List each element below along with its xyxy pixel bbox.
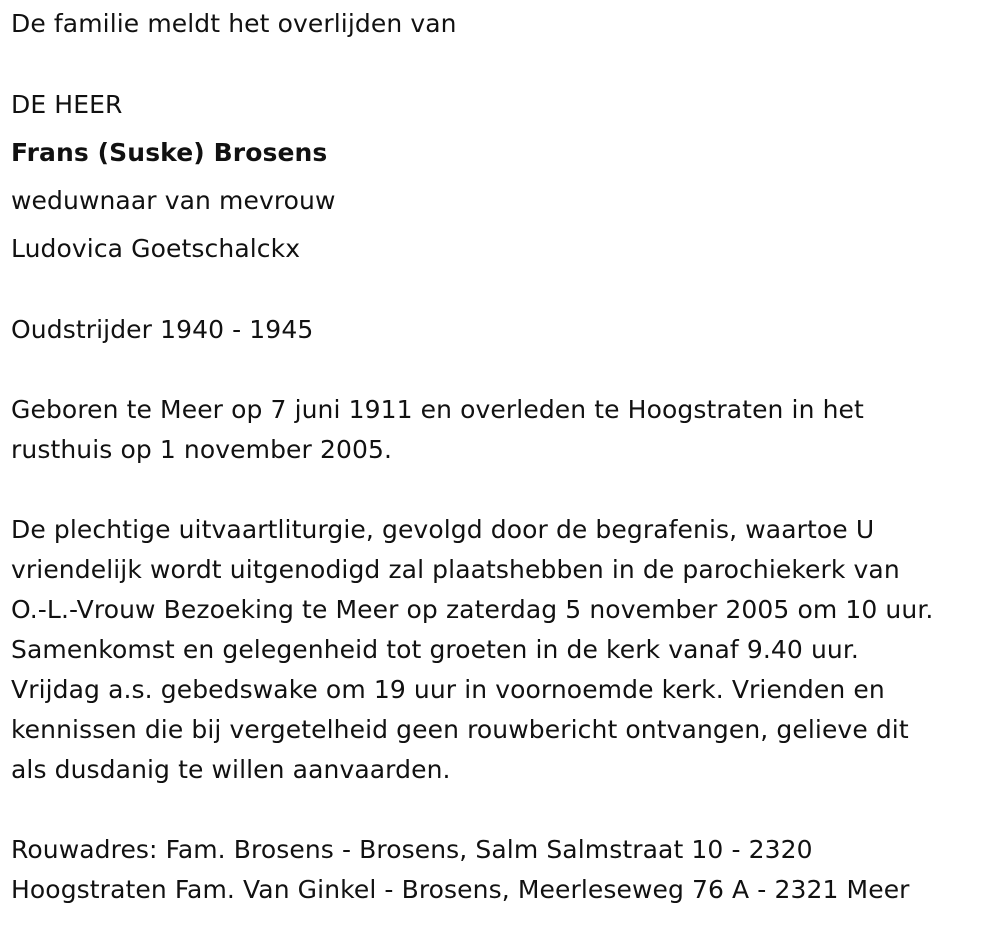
honorific-title: DE HEER <box>11 90 123 119</box>
deceased-name: Frans (Suske) Brosens <box>11 138 328 167</box>
paragraph-line: Hoogstraten Fam. Van Ginkel - Brosens, Meerleseweg 76 A - 2321 Meer <box>11 875 910 904</box>
paragraph-line: rusthuis op 1 november 2005. <box>11 435 393 464</box>
address-paragraph <box>11 830 910 910</box>
funeral-paragraph <box>11 510 933 790</box>
paragraph-line: Vrijdag a.s. gebedswake om 19 uur in voornoemde kerk. Vrienden en <box>11 675 885 704</box>
veteran-line: Oudstrijder 1940 - 1945 <box>11 315 314 344</box>
intro-text: De familie meldt het overlijden van <box>11 9 457 38</box>
spouse-name: Ludovica Goetschalckx <box>11 234 301 263</box>
paragraph-line: Geboren te Meer op 7 juni 1911 en overleden te Hoogstraten in het <box>11 395 864 424</box>
paragraph-line: vriendelijk wordt uitgenodigd zal plaatshebben in de parochiekerk van <box>11 555 900 584</box>
birth-death-paragraph <box>11 390 864 470</box>
widower-line: weduwnaar van mevrouw <box>11 186 336 215</box>
paragraph-line: kennissen die bij vergetelheid geen rouwbericht ontvangen, gelieve dit <box>11 715 909 744</box>
paragraph-line: Samenkomst en gelegenheid tot groeten in de kerk vanaf 9.40 uur. <box>11 635 859 664</box>
paragraph-line: De plechtige uitvaartliturgie, gevolgd door de begrafenis, waartoe U <box>11 515 875 544</box>
paragraph-line: als dusdanig te willen aanvaarden. <box>11 755 451 784</box>
paragraph-line: O.-L.-Vrouw Bezoeking te Meer op zaterdag 5 november 2005 om 10 uur. <box>11 595 934 624</box>
paragraph-line: Rouwadres: Fam. Brosens - Brosens, Salm Salmstraat 10 - 2320 <box>11 835 813 864</box>
